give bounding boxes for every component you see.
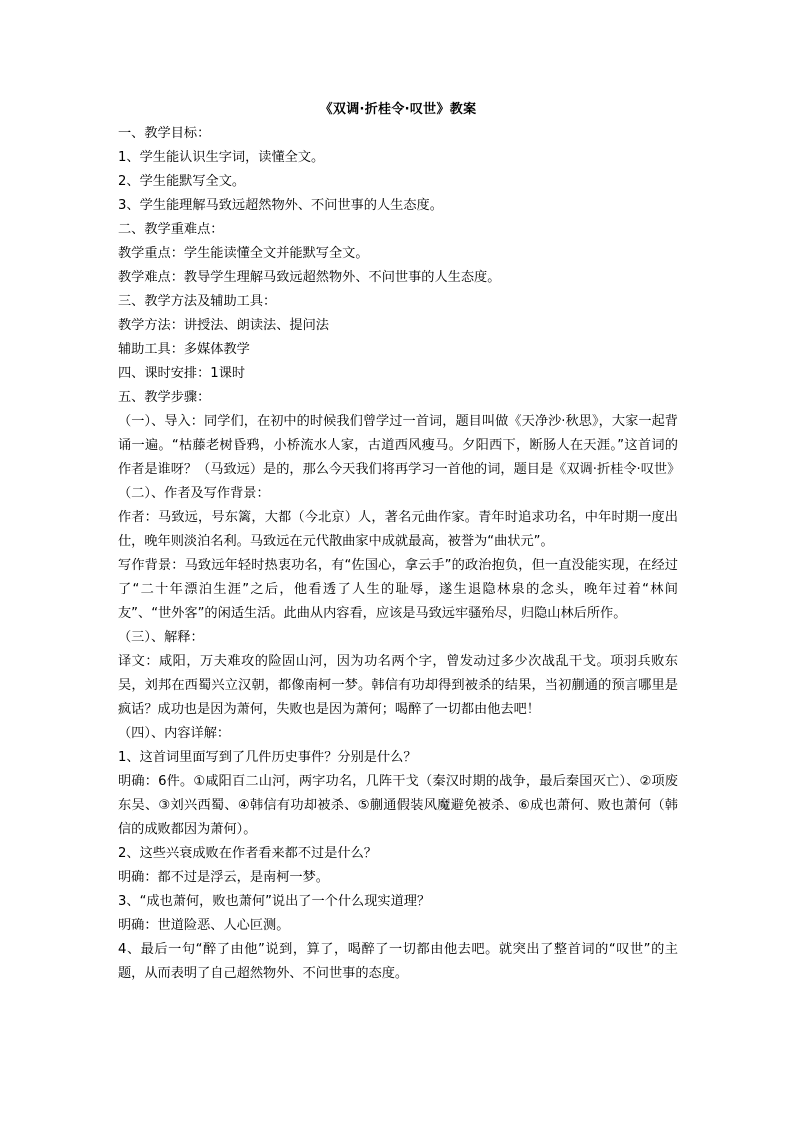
section-heading-key-points: 二、教学重难点： [118,222,224,237]
question-4: 4、最后一句“醉了由他”说到，算了，喝醉了一切都由他去吧。就突出了整首词的“叹世”的主题，从而表明了自己超然物外、不问世事的态度。 [118,942,678,981]
document-page [118,98,681,986]
difficult-point-text: 教学难点：教导学生理解马致远超然物外、不问世事的人生态度。 [118,270,501,285]
question-3: 3、“成也萧何，败也萧何”说出了一个什么现实道理？ [118,894,431,909]
subsection-heading-content: （四）、内容详解： [118,726,231,741]
section-heading-schedule: 四、课时安排：1课时 [118,366,246,381]
document-title: 《双调·折桂令·叹世》教案 [319,102,477,117]
question-1: 1、这首词里面写到了几件历史事件？分别是什么？ [118,750,417,765]
objective-item: 2、学生能默写全文。 [118,174,246,189]
objective-item: 1、学生能认识生字词，读懂全文。 [118,150,325,165]
section-heading-steps: 五、教学步骤： [118,390,211,405]
key-point-text: 教学重点：学生能读懂全文并能默写全文。 [118,246,369,261]
subsection-heading-explanation: （三）、解释： [118,630,204,645]
section-heading-methods: 三、教学方法及辅助工具： [118,294,277,309]
answer-1: 明确：6件。①咸阳百二山河，两字功名，几阵干戈（秦汉时期的战争，最后秦国灭亡）、②项废东吴、③刘兴西蜀、④韩信有功却被杀、⑤蒯通假装风魔避免被杀、⑥成也萧何、败也萧何（韩信的成败都因为萧何）。 [118,774,678,837]
question-2: 2、这些兴衰成败在作者看来都不过是什么？ [118,846,377,861]
answer-3: 明确：世道险恶、人心叵测。 [118,918,290,933]
section-heading-objectives: 一、教学目标： [118,126,211,141]
introduction-paragraph: （一）、导入：同学们，在初中的时候我们曾学过一首词，题目叫做《天净沙·秋思》，大家一起背诵一遍。“枯藤老树昏鸦，小桥流水人家，古道西风瘦马。夕阳西下，断肠人在天涯。”这首词的作者是谁呀？（马致远）是的，那么今天我们将再学习一首他的词，题目是《双调·折桂令·叹世》 [118,414,681,477]
answer-2: 明确：都不过是浮云，是南柯一梦。 [118,870,329,885]
objective-item: 3、学生能理解马致远超然物外、不问世事的人生态度。 [118,198,443,213]
teaching-tools-text: 辅助工具：多媒体教学 [118,342,250,357]
background-paragraph: 写作背景：马致远年轻时热衷功名，有“佐国心，拿云手”的政治抱负，但一直没能实现，在经过了“二十年漂泊生涯”之后，他看透了人生的耻辱，遂生退隐林泉的念头，晚年过着“林间友”、“世外客”的闲适生活。此曲从内容看，应该是马致远牢骚殆尽，归隐山林后所作。 [118,558,678,621]
translation-paragraph: 译文：咸阳，万夫难攻的险固山河，因为功名两个字，曾发动过多少次战乱干戈。项羽兵败东吴，刘邦在西蜀兴立汉朝，都像南柯一梦。韩信有功却得到被杀的结果，当初蒯通的预言哪里是疯话？成功也是因为萧何，失败也是因为萧何；喝醉了一切都由他去吧！ [118,654,678,717]
author-paragraph: 作者：马致远，号东篱，大都（今北京）人，著名元曲作家。青年时追求功名，中年时期一度出仕，晚年则淡泊名利。马致远在元代散曲家中成就最高，被誉为“曲状元”。 [118,510,678,549]
teaching-methods-text: 教学方法：讲授法、朗读法、提问法 [118,318,329,333]
subsection-heading-author: （二）、作者及写作背景： [118,486,270,501]
